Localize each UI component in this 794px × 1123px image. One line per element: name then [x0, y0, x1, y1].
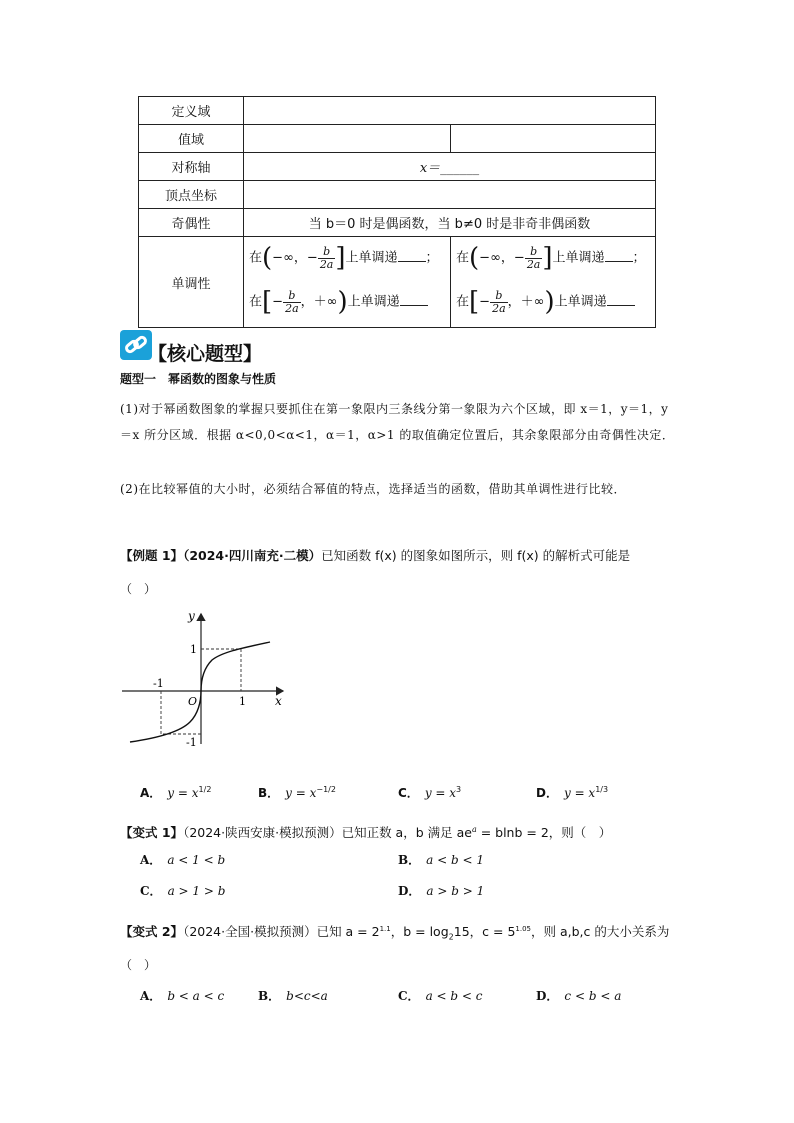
function-curve — [130, 642, 270, 742]
origin-label: O — [188, 695, 198, 708]
option-b[interactable]: B． b<c<a — [258, 989, 328, 1003]
row-label: 顶点坐标 — [139, 181, 244, 209]
table-row — [139, 237, 656, 328]
table-row — [139, 181, 656, 209]
row-label: 对称轴 — [139, 153, 244, 181]
variant-2-stem: 【变式 2】（2024·全国·模拟预测）已知 $a = 2^{1.1}$，$b = \log_215$，$c = 5^{1.05}$，则 a,b,c 的大小关系为 — [120, 924, 670, 942]
axis-of-symmetry-value: x＝______ — [244, 153, 656, 181]
option-c[interactable]: C． $y = x^3$ — [398, 785, 462, 800]
section-title: 【核心题型】 — [148, 343, 263, 365]
row-value-left — [244, 125, 451, 153]
table-row — [139, 153, 656, 181]
function-graph — [118, 606, 293, 748]
table-row — [139, 97, 656, 125]
mono-text: − — [306, 250, 318, 266]
paragraph-2: (2)在比较幂值的大小时，必须结合幂值的特点，选择适当的函数，借助其单调性进行比较． — [120, 482, 627, 496]
parity-value: 当 b＝0 时是偶函数，当 b≠0 时是非奇非偶函数 — [244, 209, 656, 237]
x-tick-neg1: -1 — [153, 677, 164, 690]
x-label: x — [275, 694, 282, 708]
x-tick-1: 1 — [239, 695, 246, 708]
row-label: 值域 — [139, 125, 244, 153]
row-label: 单调性 — [139, 237, 244, 328]
option-b[interactable]: B． a < b < 1 — [398, 853, 484, 867]
y-tick-neg1: -1 — [186, 736, 197, 748]
properties-table — [138, 96, 656, 328]
option-d[interactable]: D． a > b > 1 — [398, 884, 485, 898]
example-1-paren: （ ） — [120, 582, 157, 596]
row-value — [244, 181, 656, 209]
mono-text: 上单调递 — [345, 250, 398, 266]
option-d[interactable]: D． $y = x^{1/3}$ — [536, 785, 609, 800]
table-row — [139, 125, 656, 153]
row-label: 定义域 — [139, 97, 244, 125]
option-a[interactable]: A． b < a < c — [140, 989, 225, 1003]
option-b[interactable]: B． $y = x^{-1/2}$ — [258, 785, 336, 800]
row-label: 奇偶性 — [139, 209, 244, 237]
variant-1-stem: 【变式 1】（2024·陕西安康·模拟预测）已知正数 a，b 满足 $ae^a = blnb = 2$，则（ ） — [120, 825, 612, 841]
row-value — [244, 97, 656, 125]
y-tick-1: 1 — [190, 643, 197, 656]
type-heading: 题型一 幂函数的图象与性质 — [120, 372, 277, 386]
mono-text: −∞， — [272, 250, 307, 266]
monotonicity-left: 在(−∞，− $\frac{b}{2a}$ ]上单调递 ； 在[− $\frac{b}{2a}$ ，＋∞)上单调递 — [244, 237, 451, 328]
option-a[interactable]: A． a < 1 < b — [140, 853, 226, 867]
monotonicity-right: 在(−∞，− $\frac{b}{2a}$ ]上单调递 ； 在[− $\frac{b}{2a}$ ，＋∞)上单调递 — [451, 237, 656, 328]
option-c[interactable]: C． a > 1 > b — [140, 884, 226, 898]
row-value-right — [451, 125, 656, 153]
table-row — [139, 209, 656, 237]
option-c[interactable]: C． a < b < c — [398, 989, 483, 1003]
example-1-stem: 【例题 1】（2024·四川南充·二模）已知函数 f(x) 的图象如图所示，则 f(x) 的解析式可能是 — [120, 548, 631, 563]
option-a[interactable]: A． $y = x^{1/2}$ — [140, 785, 212, 800]
option-d[interactable]: D． c < b < a — [536, 989, 622, 1003]
y-label: y — [188, 609, 195, 623]
variant-2-paren: （ ） — [120, 958, 157, 972]
mono-text: 在 — [249, 250, 263, 266]
paragraph-1: (1)对于幂函数图象的掌握只要抓住在第一象限内三条线分第一象限为六个区域，即 x＝1，y＝1，y＝x 所分区域．根据 α<0,0<α<1，α＝1，α>1 的取值确定位置后，其余象限部分由奇偶性决定． — [120, 402, 675, 442]
